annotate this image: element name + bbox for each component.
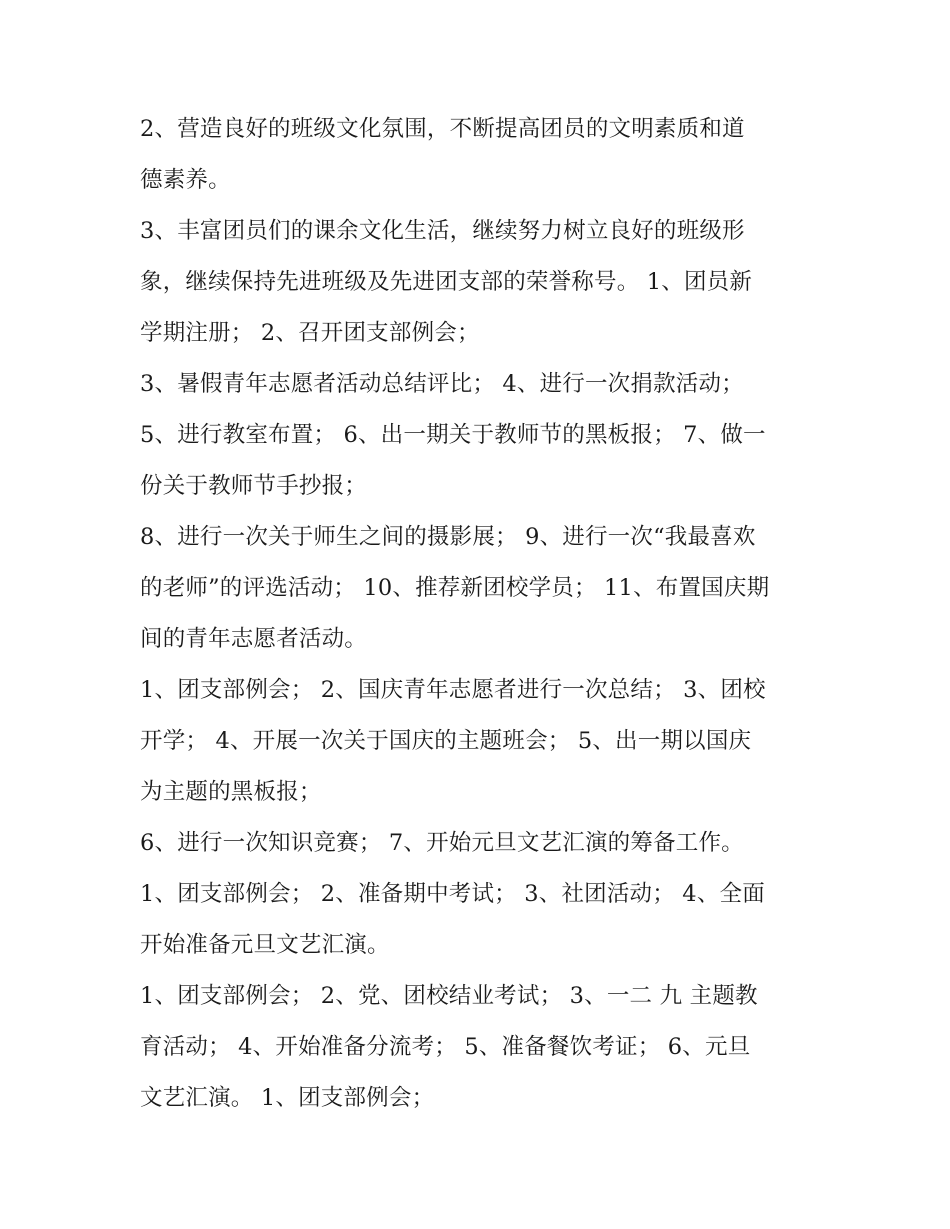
text-line: 3、暑假青年志愿者活动总结评比； 4、进行一次捐款活动； <box>140 371 744 397</box>
text-line: 5、进行教室布置； 6、出一期关于教师节的黑板报； 7、做一 <box>140 422 766 448</box>
text-line: 德素养。 <box>140 167 231 193</box>
text-line: 3、丰富团员们的课余文化生活，继续努力树立良好的班级形 <box>140 218 745 244</box>
text-line: 份关于教师节手抄报； <box>140 473 368 499</box>
text-line: 开学； 4、开展一次关于国庆的主题班会； 5、出一期以国庆 <box>140 728 752 754</box>
text-line: 8、进行一次关于师生之间的摄影展； 9、进行一次“我最喜欢 <box>140 524 756 550</box>
text-line: 文艺汇演。 1、团支部例会； <box>140 1085 435 1111</box>
text-line: 6、进行一次知识竞赛； 7、开始元旦文艺汇演的筹备工作。 <box>140 830 744 856</box>
text-line: 1、团支部例会； 2、国庆青年志愿者进行一次总结； 3、团校 <box>140 677 766 703</box>
text-line: 间的青年志愿者活动。 <box>140 626 368 652</box>
text-line: 1、团支部例会； 2、准备期中考试； 3、社团活动； 4、全面 <box>140 881 765 907</box>
text-line: 象，继续保持先进班级及先进团支部的荣誉称号。 1、团员新 <box>140 269 753 295</box>
document-body <box>140 104 812 1124</box>
text-line: 2、营造良好的班级文化氛围，不断提高团员的文明素质和道 <box>140 116 745 142</box>
text-line: 为主题的黑板报； <box>140 779 322 805</box>
text-line: 育活动； 4、开始准备分流考； 5、准备餐饮考证； 6、元旦 <box>140 1034 751 1060</box>
text-line: 1、团支部例会； 2、党、团校结业考试； 3、一二 九 主题教 <box>140 983 758 1009</box>
text-line: 的老师”的评选活动； 10、推荐新团校学员； 11、布置国庆期 <box>140 575 770 601</box>
text-line: 学期注册； 2、召开团支部例会； <box>140 320 480 346</box>
text-line: 开始准备元旦文艺汇演。 <box>140 932 390 958</box>
